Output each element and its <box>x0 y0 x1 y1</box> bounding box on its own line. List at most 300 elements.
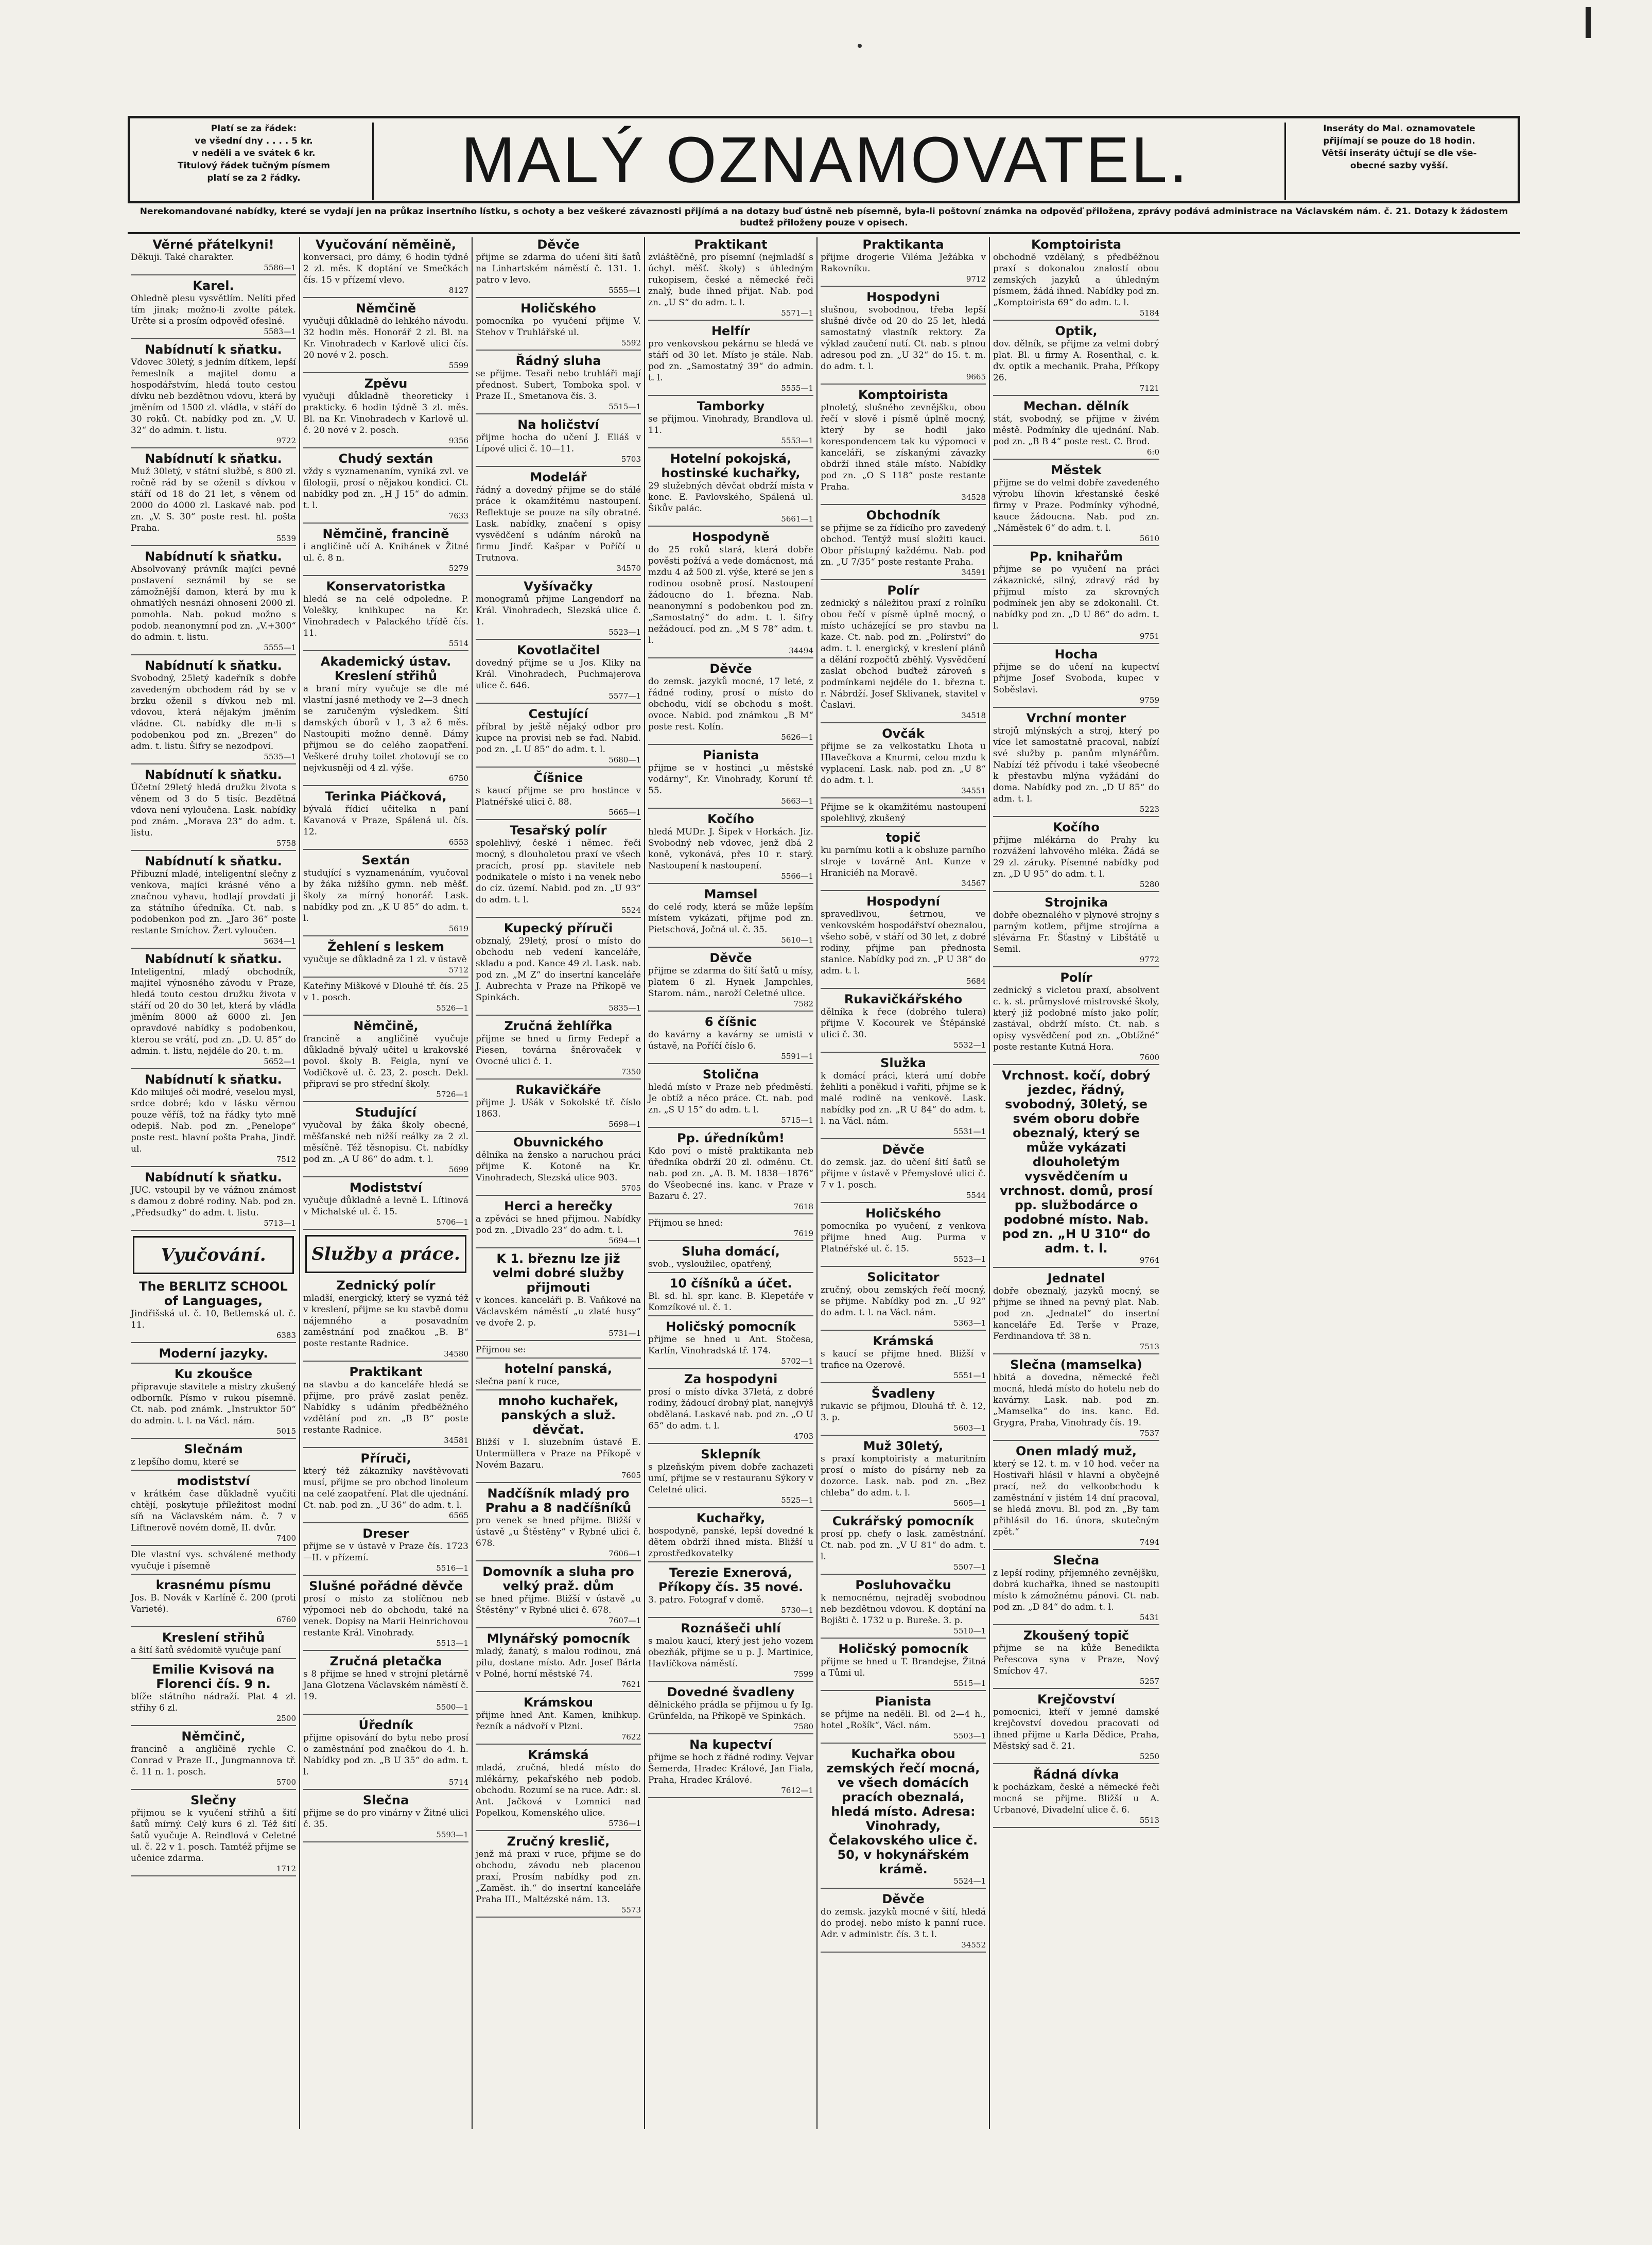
classified-ad <box>476 301 641 351</box>
classified-ad <box>476 707 641 768</box>
classified-ad <box>476 643 641 704</box>
ad-body: stát, svobodný, se přijme v živém městě. Podmínky dle ujednání. Nab. pod zn. „B B 4“ poste rest. C. Brod. <box>993 414 1159 447</box>
ad-body: zednický s vicletou praxí, absolvent c. k. st. průmyslové mistrovské školy, který již podobné místo jako polír, zastával, obdrží místo. Ct. nab. s opisy vysvědčení pod zn. „Obtížné“ poste restante Kutná Hora. <box>993 985 1159 1052</box>
ad-heading: Jednatel <box>1047 1271 1105 1285</box>
classified-ad <box>303 301 468 373</box>
classified-ad <box>476 354 641 414</box>
ad-heading: Kovotlačitel <box>516 643 600 657</box>
ad-heading: Polír <box>1060 970 1092 985</box>
classified-ad <box>476 1019 641 1080</box>
classified-ad <box>476 417 641 467</box>
ad-heading: Nabídnutí k sňatku. <box>145 658 282 673</box>
ad-code: 5634—1 <box>264 936 296 946</box>
ad-heading: Krejčovství <box>1037 1692 1115 1707</box>
classified-ad <box>131 1630 296 1659</box>
ad-body: prosí o místo dívka 37letá, z dobré rodiny, žádoucí drobný plat, nanejvýš obdělaná. Laskavé nab. pod zn. „O U 65“ do adm. t. l. <box>648 1387 813 1431</box>
ad-code: 7513 <box>1139 1342 1159 1351</box>
classified-ad <box>993 647 1159 708</box>
ad-code: 6750 <box>448 774 468 783</box>
ad-body: a šití šatů svědomitě vyučuje paní <box>131 1645 281 1656</box>
classified-ad <box>993 1767 1159 1828</box>
ad-heading: Švadleny <box>871 1386 935 1401</box>
ad-body: přijme se hned u T. Brandejse, Žitná a Tůmi ul. <box>821 1657 986 1678</box>
ad-code: 5571—1 <box>781 308 813 318</box>
ad-heading: Zručná žehlířka <box>504 1019 613 1033</box>
ad-body: přijme J. Ušák v Sokolské tř. číslo 1863. <box>476 1098 641 1119</box>
ad-body: přijme se v hostinci „u městské vodárny“, Kr. Vinohrady, Koruní tř. 55. <box>648 763 813 796</box>
ad-heading: Karel. <box>193 279 234 293</box>
ad-body: spravedlivou, šetrnou, ve venkovském hospodářství obeznalou, všeho sobě, v stáří od 30 let, z dobré rodiny, přijme pan přednosta stanice. Nabídky pod zn. „P U 38“ do adm. t. l. <box>821 909 986 976</box>
ad-body: přijme hocha do učení J. Eliáš v Lípové ulici č. 10—11. <box>476 432 641 454</box>
ad-heading: Hocha <box>1054 647 1098 662</box>
ad-heading: Němčině, <box>353 1019 419 1033</box>
classified-ad <box>303 1019 468 1102</box>
ad-code: 5363—1 <box>953 1318 986 1328</box>
ad-code: 5503—1 <box>953 1731 986 1741</box>
classified-ad <box>131 237 296 275</box>
ad-body: v konces. kanceláři p. B. Vaňkové na Václavském náměstí „u zlaté husy“ ve dvoře 2. p. <box>476 1295 641 1328</box>
classified-ad <box>476 1135 641 1196</box>
ad-code: 5525—1 <box>781 1495 813 1505</box>
ad-column <box>300 237 473 2129</box>
classified-ad <box>303 1718 468 1790</box>
ad-body: přijme se do velmi dobře zavedeného výrobu líhovin křestanské české firmy v Praze. Podmínky výhodné, kauce žádoucna. Nab. pod zn. „Náměstek 6“ do adm. t. l. <box>993 478 1159 533</box>
ad-code: 5223 <box>1139 805 1159 814</box>
ad-code: 34494 <box>789 646 813 655</box>
classified-ad <box>993 1358 1159 1441</box>
ad-body: do zemsk. jazyků mocné v šití, hledá do prodej. nebo místo k panní ruce. Adr. v administr. čís. 3 t. l. <box>821 1907 986 1940</box>
ad-body: v krátkém čase důkladně vyučiti chtějí, poskytuje příležitost modní síň na Václavském nám. č. 7 v Liftnerově novém domě, II. dvůr. <box>131 1489 296 1533</box>
classified-ad <box>993 237 1159 321</box>
classified-ad <box>821 388 986 505</box>
classified-ad <box>303 1654 468 1715</box>
ad-heading: Komptoirista <box>858 388 949 402</box>
classified-ad <box>993 399 1159 460</box>
ad-code: 6760 <box>276 1615 296 1624</box>
classified-ad <box>476 1695 641 1745</box>
classified-ad <box>131 854 296 949</box>
classified-ad <box>131 658 296 764</box>
ad-body: přijme se na kůže Benedikta Peřescova syna v Praze, Nový Smíchov 47. <box>993 1643 1159 1676</box>
ad-body: hbitá a dovedna, německé řeči mocná, hledá místo do hotelu neb do kavárny. Lask. nab. pod zn. „Mamselka“ do ins. kanc. Ed. Grygra, Praha, Vinohrady čís. 19. <box>993 1372 1159 1428</box>
ad-heading: Věrné přátelkyni! <box>152 237 274 252</box>
ad-body: obchodně vzdělaný, s předběžnou praxí s dokonalou znalostí obou zemských jazyků a úhledným písmem, žádá ihned. Nabídky pod zn. „Komptoirista 69“ do adm. t. l. <box>993 252 1159 308</box>
ad-heading: Emilie Kvisová na Florenci čís. 9 n. <box>152 1662 275 1691</box>
classified-ad <box>131 1442 296 1471</box>
ad-heading: Nabídnutí k sňatku. <box>145 952 282 966</box>
ad-heading: Rukavičkářského <box>844 992 963 1006</box>
ad-code: 7619 <box>793 1229 813 1238</box>
ad-body: svob., vysloužilec, opatřený, <box>648 1259 772 1269</box>
ad-body: Přijme se k okamžitému nastoupení spolehlivý, zkušený <box>821 802 986 824</box>
price-line: platí se za 2 řádky. <box>207 173 301 183</box>
classified-ad <box>476 1564 641 1628</box>
ad-body: zednický s náležitou praxí z rolníku obou řečí v písmě úplně mocný, o místo ucházející se pro stavbu na kaze. Ct. nab. pod zn. „Polírství“ do adm. t. l. energický, v kreslení plánů a dělání rozpočtů zběhlý. Vysvědčení zaslat obchod buďtež zároveň s podmínkami nejdéle do 1. března t. r. Nábrdží. Josef Sklivanek, stavitel v Časlavi. <box>821 598 986 710</box>
classified-ad <box>131 1170 296 1231</box>
classified-ad <box>131 768 296 851</box>
ad-code: 5514 <box>448 639 468 648</box>
ad-body: pomocníka po vyučení přijme V. Stehov v Truhlářské ul. <box>476 316 641 338</box>
ad-body: plnoletý, slušného zevnějšku, obou řečí v slově i písmě úplně mocný, který by se hodil jako korespondencem tak ku výpomoci v kanceláři, se získanými závazky obdrží ihned stále místo. Nabídky pod zn. „O S 118“ poste restante Praha. <box>821 403 986 492</box>
ad-heading: Hospodyni <box>866 290 940 304</box>
ad-body: řádný a dovedný přijme se do stálé práce k okamžitému nastoupení. Reflektuje se pouze na síly obratné. Lask. nabídky, značení s opisy vysvědčení s udáním nároků na firmu Jindř. Kašpar v Poříčí u Trutnova. <box>476 485 641 563</box>
ad-heading: Slušné pořádné děvče <box>309 1579 463 1593</box>
ad-heading: Praktikant <box>349 1365 423 1379</box>
ad-heading: Modelář <box>530 470 587 484</box>
ad-heading: Ku zkoušce <box>174 1367 253 1381</box>
ad-heading: Děvče <box>882 1142 925 1157</box>
ad-code: 5500—1 <box>436 1702 468 1712</box>
classified-ad <box>131 279 296 339</box>
ad-heading: Holičský pomocník <box>838 1642 968 1656</box>
ad-heading: Tesařský polír <box>510 823 607 838</box>
ad-body: přijme se po vyučení na práci zákaznické, silný, zdravý rád by přijmul místo za skrovných podmínek jen aby se zdokonalil. Ct. nabídky pod zn. „D U 86“ do adm. t. l. <box>993 564 1159 631</box>
ad-code: 5431 <box>1139 1613 1159 1622</box>
ad-code: 5599 <box>448 361 468 370</box>
ad-code: 34552 <box>961 1940 986 1950</box>
ad-code: 34551 <box>961 786 986 795</box>
ad-code: 5513 <box>1139 1816 1159 1825</box>
ad-code: 9759 <box>1139 695 1159 705</box>
classified-ad <box>131 451 296 546</box>
ad-body: s malou kaucí, který jest jeho vozem obezňák, přijme se u p. J. Martinice, Havlíčkova náměstí. <box>648 1636 813 1669</box>
ad-body: vždy s vyznamenaním, vyniká zvl. ve filologii, prosí o nějakou kondici. Ct. nabídky pod zn. „H J 15“ do admin. t. l. <box>303 466 468 511</box>
ad-heading: Ovčák <box>882 726 925 741</box>
classified-ad <box>648 1447 813 1508</box>
ad-heading: Pianista <box>875 1694 932 1709</box>
ad-code: 5566—1 <box>781 872 813 881</box>
ad-code: 34567 <box>961 879 986 888</box>
ad-code: 5184 <box>1139 308 1159 318</box>
ad-heading: Nabídnutí k sňatku. <box>145 768 282 782</box>
ad-body: do kavárny a kavárny se umisti v ústavě, na Poříčí číslo 6. <box>648 1030 813 1051</box>
ad-code: 5694—1 <box>608 1236 641 1245</box>
ad-body: přijme opisování do bytu nebo prosí o zaměstnání pod značkou do 4. h. Nabídky pod zn. „B U 35“ do adm. t. l. <box>303 1733 468 1777</box>
ad-heading: Praktikant <box>694 237 768 252</box>
ad-body: Inteligentní, mladý obchodník, majitel výnosného závodu v Praze, hledá touto cestou družku života v stáří od 20 do 30 let, která by vládla jměním 8000 až 6000 zl. Jen opravdové nabídky s podobenkou, kterou se vrátí, pod zn. „D. U. 85“ do admin. t. listu, nejdéle do 20. t. m. <box>131 967 296 1056</box>
ad-heading: Dreser <box>362 1526 409 1541</box>
classified-ad <box>303 939 468 978</box>
ad-body: Kateřiny Miškové v Dlouhé tř. čís. 25 v 1. posch. <box>303 981 468 1003</box>
classified-ad <box>821 1142 986 1203</box>
ad-heading: Muž 30letý, <box>863 1439 944 1453</box>
ad-heading: Holičského <box>520 301 596 316</box>
ad-body: dělníka na žensko a naruchou práci přijme K. Kotoně na Kr. Vinohradech, Slezská ulice 903. <box>476 1150 641 1183</box>
ad-code: 5515—1 <box>608 402 641 411</box>
ad-code: 5680—1 <box>608 755 641 764</box>
classified-ad <box>993 1553 1159 1625</box>
ad-heading: 10 číšníků a účet. <box>669 1276 792 1291</box>
classified-ad <box>821 830 986 891</box>
classified-ad <box>648 1372 813 1444</box>
ad-body: dělníka k řece (dobrého tulera) přijme V. Kocourek ve Štěpánské ulici č. 30. <box>821 1007 986 1040</box>
classified-ad <box>303 579 468 651</box>
ad-heading: Strojnika <box>1045 895 1108 910</box>
ad-body: obznalý, 29letý, prosí o místo do obchodu neb vedení kanceláře, skladu a pod. Kance 49 zl. Lask. nab. pod zn. „M Z“ do insertní kanceláře J. Aubrechta v Praze na Příkopě ve Spinkách. <box>476 936 641 1003</box>
corner-mark <box>1586 7 1591 38</box>
ad-heading: Úředník <box>358 1718 413 1732</box>
ad-heading: Zručný kreslič, <box>507 1834 610 1849</box>
classified-ad <box>476 1486 641 1561</box>
ad-heading: 6 číšnic <box>704 1015 757 1029</box>
ad-body: 29 služebných děvčat obdrží místa v konc. E. Pavlovského, Spálená ul. Šikův palác. <box>648 481 813 514</box>
ad-code: 5526—1 <box>436 1003 468 1013</box>
ad-heading: Posluhovačku <box>855 1578 951 1592</box>
ad-heading: Polír <box>887 583 919 598</box>
ad-heading: Zkoušený topič <box>1023 1628 1129 1643</box>
ad-code: 5652—1 <box>264 1057 296 1066</box>
insertion-line: přijímají se pouze do 18 hodin. <box>1323 136 1475 146</box>
ad-body: monogramů přijme Langendorf na Král. Vinohradech, Slezská ulice č. 1. <box>476 594 641 627</box>
classified-ad <box>476 1834 641 1918</box>
ad-heading: Helfír <box>711 324 751 338</box>
ad-body: do celé rody, která se může lepším místem vykázati, přijme pod zn. Pietschová, Jočná ul. č. 35. <box>648 902 813 935</box>
classified-ad <box>648 812 813 884</box>
ad-body: připravuje stavitele a mistry zkušený odborník. Písmo v rukou písemně. Ct. nab. pod známk. „Instruktor 50“ do admin. t. l. na Václ. nám. <box>131 1382 296 1426</box>
ad-code: 5510—1 <box>953 1626 986 1635</box>
ad-body: Přijmou se hned: <box>648 1218 723 1228</box>
ad-heading: Vyučování něměině, <box>316 237 456 252</box>
ad-code: 5703 <box>621 455 641 464</box>
ad-code: 5524 <box>621 906 641 915</box>
ad-body: Přijmou se: <box>476 1345 526 1355</box>
ad-column <box>990 237 1162 2129</box>
classified-ad <box>131 1072 296 1167</box>
ad-body: přijme se zdarma do šití šatů u mísy, platem 6 zl. Hynek Jampchles, Starom. nám., naroží Celetné ulice. <box>648 966 813 999</box>
ad-heading: Terezie Exnerová, Příkopy čís. 35 nové. <box>658 1565 804 1594</box>
ad-code: 34570 <box>616 564 641 573</box>
ad-heading: Pianista <box>702 748 759 762</box>
ad-body: s 8 přijme se hned v strojní pletárně Jana Glotzena Václavském náměstí č. 19. <box>303 1669 468 1702</box>
ad-heading: Konservatoristka <box>326 579 446 594</box>
ad-heading: Solicitator <box>867 1270 940 1284</box>
ad-code: 7621 <box>621 1680 641 1689</box>
ad-heading: Za hospodyni <box>684 1372 778 1386</box>
classified-ad <box>993 1692 1159 1764</box>
ad-body: Bližší v I. sluzebním ústavě E. Untermüllera v Praze na Příkopě v Novém Bazaru. <box>476 1437 641 1470</box>
ad-code: 7618 <box>793 1202 813 1211</box>
ad-body: hledá MUDr. J. Šipek v Horkách. Jiz. Svobodný neb vdovec, jenž dbá 2 koně, vykonává, přes 10 r. starý. Nastoupení k nastoupení. <box>648 827 813 871</box>
classified-ad <box>476 579 641 640</box>
ad-column <box>818 237 990 2129</box>
ad-code: 5513—1 <box>436 1639 468 1648</box>
section-heading: Vyučování. <box>133 1236 294 1274</box>
ad-heading: Slečna (mamselka) <box>1010 1358 1142 1372</box>
classified-ad <box>821 1056 986 1139</box>
ad-heading: Slečnám <box>184 1442 243 1456</box>
ad-body: ku parnímu kotli a k obsluze parního stroje v továrně Ant. Kunze v Hraniciéh na Moravě. <box>821 845 986 878</box>
classified-ad <box>303 981 468 1016</box>
ad-heading: Sextán <box>361 853 410 867</box>
ad-body: hospodyně, panské, lepší dovedné k dětem obdrží ihned místa. Bližší u zprostředkovatelky <box>648 1526 813 1559</box>
ad-code: 5698—1 <box>608 1120 641 1129</box>
classified-ad <box>303 1451 468 1523</box>
ad-code: 7612—1 <box>781 1786 813 1795</box>
classified-ad <box>821 1386 986 1436</box>
classified-ad <box>993 820 1159 892</box>
ad-body: hledá místo v Praze neb předměstí. Je obtíž a něco práce. Ct. nab. pod zn. „S U 15“ do adm. t. l. <box>648 1082 813 1115</box>
ad-body: se přijme na neděli. Bl. od 2—4 h., hotel „Rošík“, Václ. nám. <box>821 1709 986 1731</box>
ad-code: 5555—1 <box>264 643 296 652</box>
classified-ad <box>476 771 641 820</box>
classified-ad <box>131 1793 296 1876</box>
ad-heading: Holičského <box>865 1206 941 1221</box>
classified-ad <box>648 1244 813 1273</box>
classified-ad <box>131 952 296 1069</box>
ad-code: 5619 <box>448 924 468 933</box>
classified-ad <box>821 992 986 1053</box>
ad-body: mladá, zručná, hledá místo do mlékárny, pekařského neb podob. obchodu. Rozumí se na ruce. Adr.: sl. Ant. Jačková v Lomnici nad Popelkou, Komenského ulice. <box>476 1763 641 1818</box>
ad-body: francině a angličině vyučuje důkladně bývalý učitel u krakovské povol. školy B. Feigla, nyní ve Vodičkově ul. č. 23, 2. posch. Dekl. připraví se pro střední školy. <box>303 1034 468 1089</box>
ad-heading: Nabídnutí k sňatku. <box>145 451 282 466</box>
ad-code: 6383 <box>276 1331 296 1340</box>
classified-ad <box>476 470 641 576</box>
ad-code: 5250 <box>1139 1752 1159 1761</box>
ad-heading: Onen mladý muž, <box>1016 1444 1137 1458</box>
ad-body: přijme drogerie Viléma Ježábka v Rakovníku. <box>821 252 986 274</box>
ad-heading: Obuvnického <box>513 1135 604 1150</box>
ad-code: 5583—1 <box>264 327 296 336</box>
ad-heading: Holičský pomocník <box>666 1319 796 1334</box>
ad-body: francinč a angličině rychle C. Conrad v Praze II., Jungmannova tř. č. 11 n. 1. posch. <box>131 1744 296 1777</box>
ad-heading: Slečny <box>190 1793 236 1807</box>
ad-body: přijme se do pro vinárny v Žitné ulici č. 35. <box>303 1808 468 1830</box>
classified-ad <box>821 1514 986 1575</box>
ad-code: 5573 <box>621 1905 641 1915</box>
ad-code: 5663—1 <box>781 796 813 806</box>
classified-ad <box>648 1015 813 1064</box>
ad-code: 34518 <box>961 711 986 720</box>
classified-ad <box>821 894 986 989</box>
ad-body: mladý, žanatý, s malou rodinou, zná pilu, dostane místo. Adr. Josef Bárta v Polné, horní městské 74. <box>476 1646 641 1679</box>
ad-heading: Hospodyně <box>692 530 770 544</box>
ad-heading: Řádný sluha <box>515 354 601 368</box>
classified-ad <box>476 237 641 298</box>
ad-body: do zemsk. jazyků mocné, 17 leté, z řádné rodiny, prosí o místo do obchodu, vidí se obchodu s mošt. ovoce. Nabid. pod známkou „B M“ poste rest. Kolín. <box>648 676 813 732</box>
ad-code: 9665 <box>966 372 986 381</box>
ad-body: přijme se zdarma do učení šití šatů na Linhartském náměstí č. 131. 1. patro v levo. <box>476 252 641 285</box>
ad-code: 5702—1 <box>781 1356 813 1366</box>
classified-ad <box>993 1628 1159 1689</box>
ad-code: 7400 <box>276 1534 296 1543</box>
ad-body: Muž 30letý, v státní službě, s 800 zl. ročně rád by se oženil s dívkou v stáří od 18 do 21 let, s věnem od 2000 do 4000 zl. Laskavé nab. pod zn. „V. S. 30“ poste rest. hl. pošta Praha. <box>131 466 296 533</box>
ad-heading: Dovedné švadleny <box>667 1685 795 1699</box>
ad-code: 5714 <box>448 1778 468 1787</box>
classified-ad <box>993 1271 1159 1354</box>
classified-ad <box>648 237 813 321</box>
ad-code: 7600 <box>1139 1053 1159 1062</box>
classified-ad <box>303 527 468 576</box>
ad-code: 5015 <box>276 1426 296 1436</box>
ad-body: rukavic se přijmou, Dlouhá tř. č. 12, 3. p. <box>821 1401 986 1423</box>
classified-ad <box>131 342 296 448</box>
ad-code: 5713—1 <box>264 1219 296 1228</box>
ad-body: přijme se za velkostatku Lhota u Hlavečkova a Knurmi, celou mzdu k vyplacení. Lask. nab. pod zn. „U 8“ do adm. t. l. <box>821 741 986 786</box>
ad-heading: Zednický polír <box>336 1278 436 1293</box>
ad-heading: Sklepník <box>701 1447 761 1461</box>
classified-ad <box>648 1511 813 1562</box>
ad-heading: Cukrářský pomocník <box>832 1514 975 1528</box>
section-heading: Služby a práce. <box>305 1235 466 1273</box>
ad-heading: Studující <box>355 1105 416 1120</box>
ad-body: s kaucí přijme se pro hostince v Platnéřské ulici č. 88. <box>476 786 641 807</box>
classified-ad <box>476 823 641 918</box>
price-box <box>135 123 374 200</box>
classified-ad <box>648 662 813 745</box>
ad-body: a zpěváci se hned přijmou. Nabídky pod zn. „Divadlo 23“ do adm. t. l. <box>476 1214 641 1235</box>
ad-heading: Mlynářský pomocník <box>486 1631 630 1646</box>
ad-body: Ohledně plesu vysvětlím. Nelíti před tím jinak; možno-li zvolte pátek. Určte si a prosím odpověď ofeslné. <box>131 293 296 326</box>
ad-heading: Nabídnutí k sňatku. <box>145 1170 282 1185</box>
classified-ad <box>993 1068 1159 1268</box>
ad-body: slušnou, svobodnou, třeba lepší slušné dívče od 20 do 25 let, hledá samostatný vlastník rektory. Za výklad zaučení nutí. Ct. nab. s plnou adresou pod zn. „U 32“ do 15. t. m. do adm. t. l. <box>821 305 986 372</box>
ad-body: bývalá řídicí učitelka n paní Kavanová v Praze, Spálená ul. čís. 12. <box>303 804 468 837</box>
ad-body: vyučuje důkladně a levně L. Lítinová v Michalské ul. č. 15. <box>303 1195 468 1217</box>
ad-body: Jindřišská ul. č. 10, Betlemská ul. č. 11. <box>131 1309 296 1330</box>
ad-heading: Němčinč, <box>181 1729 246 1744</box>
classified-ad <box>476 1083 641 1132</box>
ad-heading: hotelní panská, <box>504 1362 613 1376</box>
ad-code: 5523—1 <box>608 628 641 637</box>
header-rule <box>128 232 1520 234</box>
ad-code: 8127 <box>448 286 468 295</box>
ad-code: 5726—1 <box>436 1090 468 1099</box>
ad-body: přijme se hoch z řádné rodiny. Vejvar Šemerda, Hradec Králové, Jan Fiala, Praha, Hradec Králové. <box>648 1752 813 1785</box>
ad-heading: Vrchnost. kočí, dobrý jezdec, řádný, svobodný, 30letý, se svém oboru dobře obeznalý, který se může vykázati dlouholetým vysvědčením u vrchnost. domů, prosí pp. službodárce o podobné místo. Nab. pod zn. „H U 310“ do adm. t. l. <box>1000 1068 1153 1256</box>
classified-ad <box>303 376 468 448</box>
price-line: Titulový řádek tučným písmem <box>177 161 331 171</box>
classified-ad <box>993 711 1159 817</box>
ad-body: přijme se do učení na kupectví přijme Josef Svoboda, kupec v Soběslavi. <box>993 662 1159 695</box>
ad-code: 5551—1 <box>953 1371 986 1380</box>
classified-ad <box>648 399 813 448</box>
classified-ad <box>476 1362 641 1390</box>
ad-body: Absolvovaný právník majíci pevné postavení seznámil by se se zámožnější damon, která by mu k ohmatlých nesnázi ohnoseni 2000 zl. pomohla. Nab. pokud možno s podob. neanonymní pod zn. „V.+300“ do admin. t. listu. <box>131 564 296 642</box>
ad-code: 5626—1 <box>781 733 813 742</box>
price-line: ve všední dny . . . . 5 kr. <box>195 136 313 146</box>
ad-body: se přijmou. Vinohrady, Brandlova ul. 11. <box>648 414 813 436</box>
ad-heading: K 1. březnu lze již velmi dobré služby přijmouti <box>492 1251 624 1295</box>
ad-heading: Terinka Piáčková, <box>325 789 447 804</box>
ad-body: spolehlivý, české i němec. řeči mocný, s dlouholetou praxí ve všech pracích, prosí pp. stavitele neb podnikatele o místo i na venek nebo do cíz. území. Nabid. pod zn. „U 93“ do adm. t. l. <box>476 838 641 905</box>
classified-ad <box>303 1526 468 1576</box>
ad-heading: Děvče <box>882 1892 925 1906</box>
ad-code: 5555—1 <box>781 384 813 393</box>
classified-ad <box>303 853 468 936</box>
ad-body: z lepšího domu, které se <box>131 1457 239 1467</box>
classified-ad <box>131 1474 296 1546</box>
ad-body: Vdovec 30letý, s jedním dítkem, lepší řemeslník a majitel domu a hospodářstvím, hledá touto cestou dívku neb bezdětnou vdovu, která by jměním od 1500 zl. vládla, v stáří do 30 roků. Ct. nabídky pod zn. „V. U. 32“ do admin. t. listu. <box>131 357 296 436</box>
ad-code: 7606—1 <box>608 1549 641 1558</box>
ad-code: 5577—1 <box>608 691 641 701</box>
classified-ad <box>648 951 813 1012</box>
ad-heading: Akademický ústav. Kreslení střihů <box>320 654 451 683</box>
ad-heading: Vrchní monter <box>1026 711 1126 725</box>
ad-body: s plzeňským pivem dobře zachazeti umí, přijme se v restauranu Sýkory v Celetné ulici. <box>648 1462 813 1495</box>
ad-body: zručný, obou zemských řečí mocný, se přijme. Nabídky pod zn. „U 92“ do adm. t. l. na Václ. nám. <box>821 1285 986 1318</box>
classified-ad <box>476 1748 641 1831</box>
ad-code: 5705 <box>621 1184 641 1193</box>
ad-heading: Žehlení s leskem <box>327 939 444 954</box>
ad-code: 5715—1 <box>781 1116 813 1125</box>
ad-heading: Kočího <box>1053 820 1100 834</box>
classified-ad <box>993 895 1159 967</box>
ad-heading: Mamsel <box>704 887 758 901</box>
ad-body: Děkuji. Také charakter. <box>131 252 234 263</box>
ad-code: 5593—1 <box>436 1830 468 1839</box>
page-title: MALÝ OZNAMOVATEL. <box>461 123 1190 196</box>
ad-code: 5731—1 <box>608 1329 641 1338</box>
